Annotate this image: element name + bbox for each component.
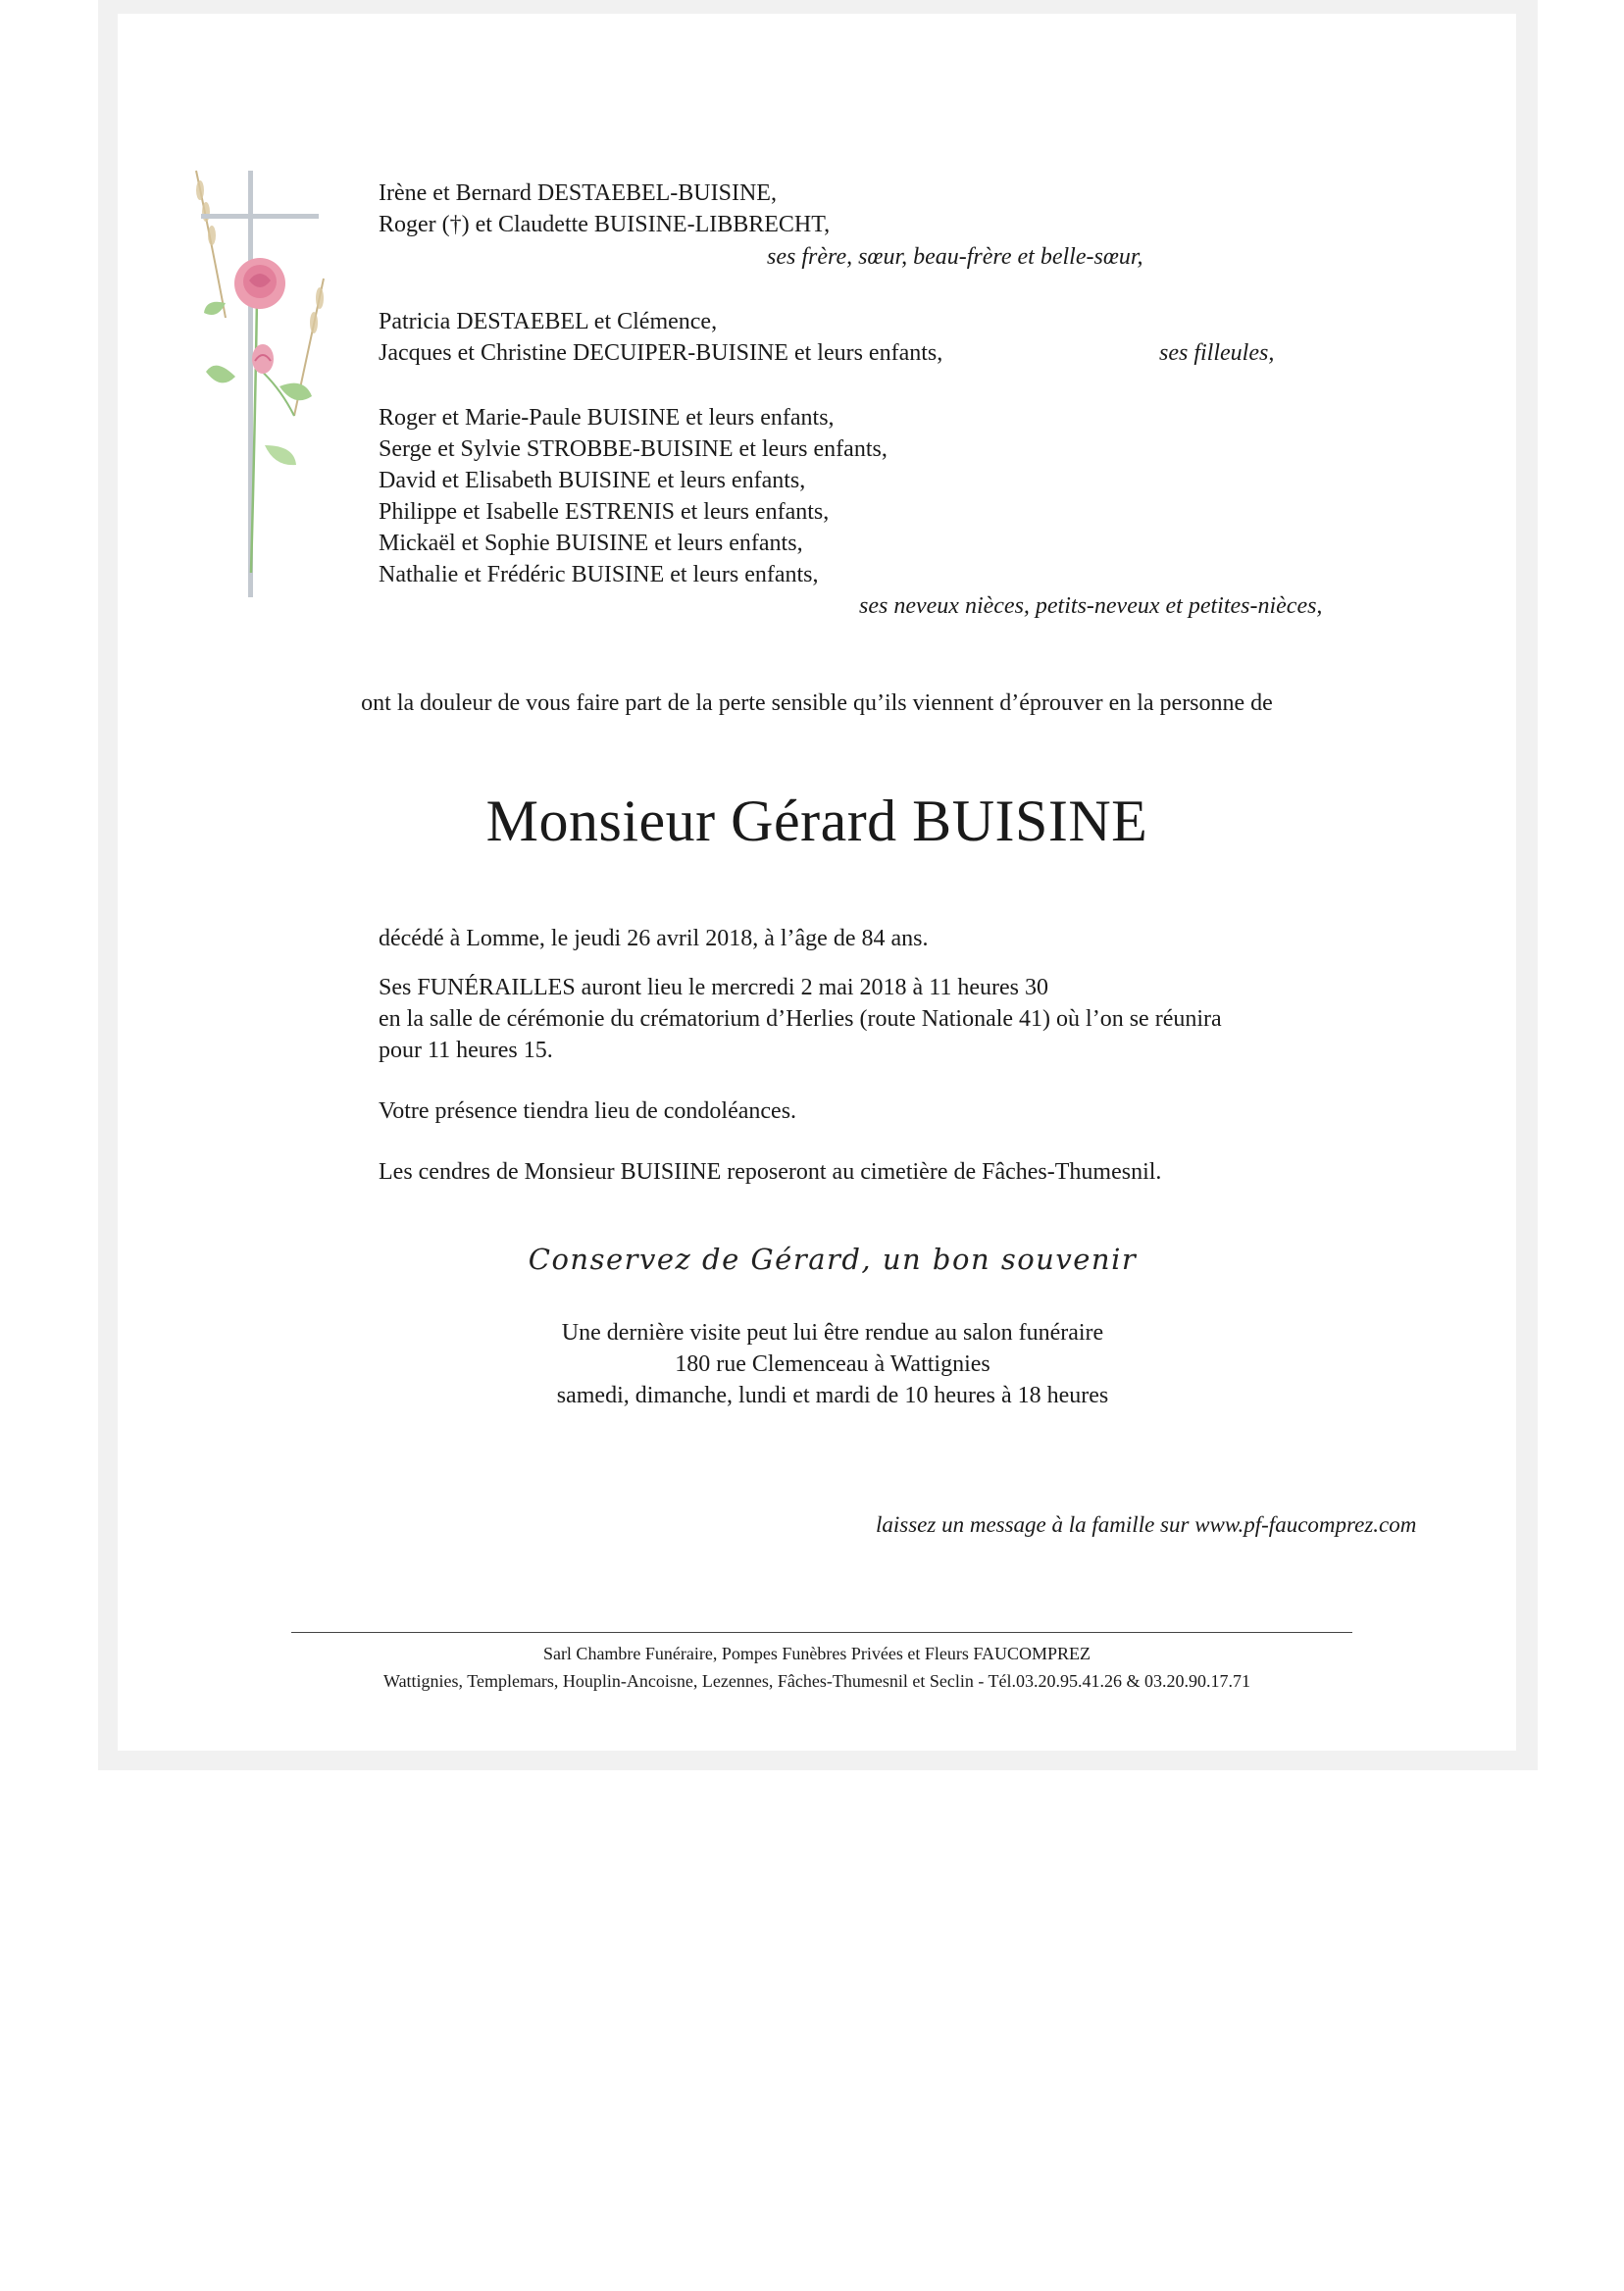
funeral-line: pour 11 heures 15.	[379, 1038, 553, 1063]
remembrance-phrase: Conservez de Gérard, un bon souvenir	[528, 1243, 1138, 1276]
family-line: Roger (†) et Claudette BUISINE-LIBBRECHT,	[379, 212, 831, 237]
family-relation: ses filleules,	[1159, 340, 1275, 366]
visit-line: Une dernière visite peut lui être rendue au salon funéraire	[561, 1320, 1104, 1346]
family-line: David et Elisabeth BUISINE et leurs enfants,	[379, 468, 806, 493]
death-info: décédé à Lomme, le jeudi 26 avril 2018, à l’âge de 84 ans.	[379, 926, 929, 951]
family-line: Patricia DESTAEBEL et Clémence,	[379, 309, 718, 334]
announcement-text: ont la douleur de vous faire part de la perte sensible qu’ils viennent d’éprouver en la personne de	[361, 690, 1273, 716]
family-relation: ses neveux nièces, petits-neveux et petites-nièces,	[859, 593, 1323, 619]
footer-company: Sarl Chambre Funéraire, Pompes Funèbres Privées et Fleurs FAUCOMPREZ	[542, 1644, 1091, 1663]
obituary-sheet	[118, 14, 1516, 1751]
web-message: laissez un message à la famille sur www.pf-faucomprez.com	[876, 1512, 1417, 1537]
funeral-line: en la salle de cérémonie du crématorium d’Herlies (route Nationale 41) où l’on se réunira	[379, 1006, 1222, 1032]
family-line: Mickaël et Sophie BUISINE et leurs enfants,	[379, 531, 803, 556]
visit-line: samedi, dimanche, lundi et mardi de 10 heures à 18 heures	[556, 1383, 1109, 1408]
family-relation: ses frère, sœur, beau-frère et belle-sœur,	[767, 244, 1143, 270]
family-line: Philippe et Isabelle ESTRENIS et leurs enfants,	[379, 499, 830, 525]
family-line: Serge et Sylvie STROBBE-BUISINE et leurs enfants,	[379, 436, 888, 462]
footer-locations: Wattignies, Templemars, Houplin-Ancoisne, Lezennes, Fâches-Thumesnil et Seclin - Tél.03.20.95.41.26 & 03.20.90.17.71	[383, 1671, 1250, 1691]
family-line: Roger et Marie-Paule BUISINE et leurs enfants,	[379, 405, 835, 431]
ashes-text: Les cendres de Monsieur BUISIINE reposeront au cimetière de Fâches-Thumesnil.	[379, 1159, 1162, 1185]
funeral-line: Ses FUNÉRAILLES auront lieu le mercredi 2 mai 2018 à 11 heures 30	[379, 975, 1048, 1000]
family-line: Jacques et Christine DECUIPER-BUISINE et leurs enfants,	[379, 340, 943, 366]
visit-line: 180 rue Clemenceau à Wattignies	[675, 1351, 990, 1377]
condolences-text: Votre présence tiendra lieu de condoléances.	[379, 1098, 797, 1124]
family-line: Irène et Bernard DESTAEBEL-BUISINE,	[379, 180, 777, 206]
deceased-name: Monsieur Gérard BUISINE	[485, 789, 1148, 853]
footer-divider	[291, 1632, 1352, 1633]
cross-with-rose-icon	[186, 151, 333, 602]
family-line: Nathalie et Frédéric BUISINE et leurs enfants,	[379, 562, 819, 587]
